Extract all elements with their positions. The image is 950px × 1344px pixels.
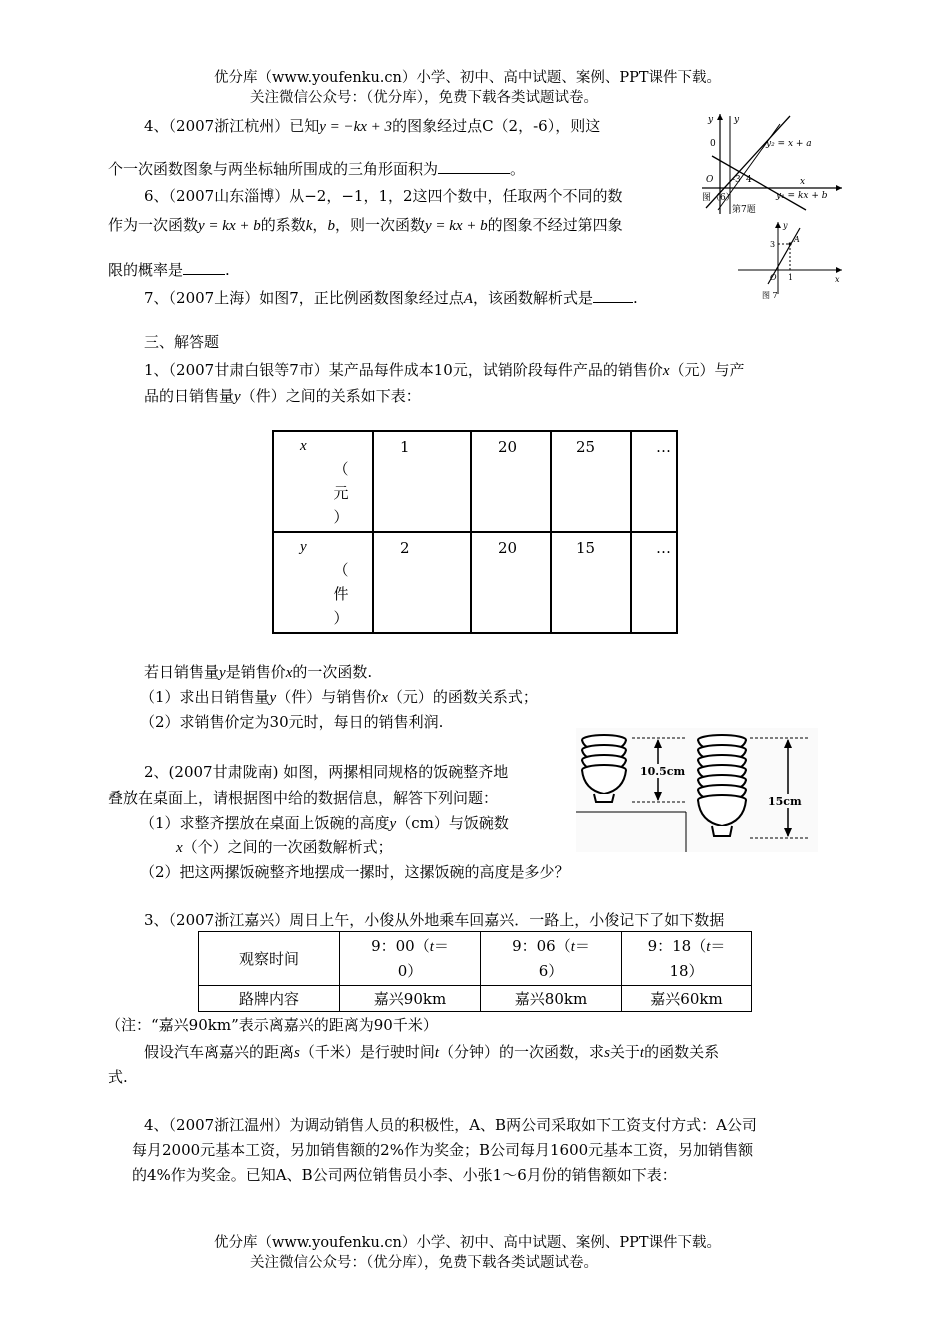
p1-row1-cell: 1: [373, 431, 471, 532]
p1-row2-cell: 2: [373, 532, 471, 633]
p3-time-3-t: t: [706, 939, 711, 955]
p3-note: （注：“嘉兴90km”表示离嘉兴的距离为90千米）: [106, 1016, 438, 1034]
p1-sub2: （2）求销售价定为30元时，每日的销售利润.: [140, 713, 444, 731]
p1-table-row-x: [273, 431, 677, 532]
fig7-caption: 图 7: [762, 291, 778, 300]
p3-q-c: （分钟）的一次函数，求: [439, 1043, 605, 1061]
fig6-x-label: x: [800, 177, 806, 187]
p3-q-t: t: [434, 1045, 440, 1061]
p3-time-1-a: 9：00（: [371, 937, 430, 955]
p1-table-row-y: [273, 532, 677, 633]
bowls-label-10-5: 10.5cm: [640, 765, 686, 778]
fig6-origin: O: [706, 175, 714, 185]
fig7-x-label: x: [835, 275, 840, 284]
q6-text-b: 的系数: [260, 216, 306, 234]
p3-time-3: [622, 932, 752, 986]
p1-row2-unit-open: （: [333, 561, 349, 579]
p2-line2: 叠放在桌面上，请根据图中给的数据信息，解答下列问题：: [108, 789, 499, 807]
q4-answer-blank: [438, 159, 510, 174]
fig6-tick: -3: [732, 175, 741, 185]
p3-line1: 3、（2007浙江嘉兴）周日上午，小俊从外地乘车回嘉兴．一路上，小俊记下了如下数据: [144, 911, 725, 929]
p3-table-row-time: [199, 932, 752, 986]
p1-row1-label: x: [300, 438, 307, 454]
bowls-label-15: 15cm: [768, 795, 802, 808]
q6-line1: 6、（2007山东淄博）从−2，−1，1，2这四个数中，任取两个不同的数: [144, 187, 623, 205]
p1-row2-cell: 20: [471, 532, 551, 633]
p3-sign-2: 嘉兴80km: [481, 986, 622, 1012]
p2-sub1-y: y: [389, 816, 397, 832]
p1-sub1-y: y: [269, 690, 277, 706]
p1-line1-a: 1、（2007甘肃白银等7市）某产品每件成本10元，试销阶段每件产品的销售价: [144, 361, 663, 379]
p1-after: [144, 661, 372, 682]
fig7-origin: O: [770, 273, 777, 282]
p1-row1-unit: 元: [333, 484, 349, 502]
q6-text-a: 作为一次函数: [108, 216, 199, 234]
p2-sub1-line2: [176, 836, 393, 857]
p3-question: [144, 1041, 719, 1062]
q6-b: b: [327, 218, 335, 234]
q7-answer-blank: [593, 288, 633, 303]
p1-after-y: y: [219, 665, 226, 681]
figure-6: [696, 110, 846, 218]
p3-time-1-c: 0）: [397, 962, 423, 980]
p1-line2: [144, 385, 421, 406]
q4-formula: y = −kx + 3: [319, 119, 393, 135]
q6-end: .: [225, 261, 230, 279]
p1-sub1-b: （件）与销售价: [276, 688, 382, 706]
p3-q-a: 假设汽车离嘉兴的距离: [144, 1043, 295, 1061]
fig7-point: A: [794, 235, 800, 244]
p3-q-s: s: [294, 1045, 300, 1061]
p3-table: [198, 931, 752, 1012]
p4-line3: 的4%作为奖金。已知A、B公司两位销售员小李、小张1～6月份的销售额如下表：: [132, 1166, 677, 1184]
p2-sub1: [140, 812, 509, 833]
fig7-y-label: y: [783, 221, 788, 230]
p2-sub1-x: x: [176, 840, 183, 856]
q7-text: 7、（2007上海）如图7，正比例函数图象经过点: [144, 289, 464, 307]
q7-end: .: [632, 289, 638, 307]
p3-time-2-c: 6）: [538, 962, 564, 980]
q4-line2-text: 个一次函数图象与两坐标轴所围成的三角形面积为: [108, 160, 439, 178]
p4-line1: 4、（2007浙江温州）为调动销售人员的积极性，A、B两公司采取如下工资支付方式：A公司: [144, 1116, 757, 1134]
p1-sub1-c: （元）的函数关系式；: [387, 688, 538, 706]
fig6-y-label: y: [708, 115, 714, 125]
p3-sign-3: 嘉兴60km: [622, 986, 752, 1012]
q6-formula1: y = kx + b: [198, 218, 261, 234]
q6-answer-blank: [183, 260, 225, 275]
p1-row1-cell: …: [631, 431, 677, 532]
figure-7: [734, 218, 846, 302]
p1-after-c: 的一次函数.: [292, 663, 373, 681]
footer-line2: 关注微信公众号：（优分库），免费下载各类试题试卷。: [250, 1255, 598, 1271]
q6-line3-text: 限的概率是: [108, 261, 184, 279]
p1-row2-header: [273, 532, 373, 633]
p3-header-sign: 路牌内容: [199, 986, 340, 1012]
bowls-figure: [576, 728, 818, 852]
p3-table-row-sign: [199, 986, 752, 1012]
p1-table: [272, 430, 678, 634]
q4-suffix: 的图象经过点C（2，-6），则这: [392, 117, 601, 135]
fig6-tick2: 4: [746, 175, 752, 185]
fig6-zero: 0: [710, 139, 716, 149]
p1-after-x: x: [285, 665, 293, 681]
p3-time-1-eq: ＝: [433, 937, 449, 955]
p1-line2-y: y: [234, 389, 241, 405]
p1-after-b: 是销售价: [225, 663, 286, 681]
p3-time-2: [481, 932, 622, 986]
q6-comma: ，: [312, 216, 328, 234]
p3-question-line2: 式.: [108, 1068, 128, 1086]
p2-sub1-line2-text: （个）之间的一次函数解析式；: [182, 838, 393, 856]
footer-line1: 优分库（www.youfenku.cn）小学、初中、高中试题、案例、PPT课件下载。: [214, 1235, 722, 1251]
q7-text2: ，该函数解析式是: [472, 289, 593, 307]
fig6-y2-label: y: [734, 115, 740, 125]
fig7-tick-y: 3: [770, 240, 776, 249]
q6-line2: [108, 214, 623, 235]
p3-header-time: 观察时间: [199, 932, 340, 986]
p3-sign-1: 嘉兴90km: [340, 986, 481, 1012]
p1-row2-cell: …: [631, 532, 677, 633]
q7-point: A: [463, 291, 473, 307]
fig6-caption: 图（6）: [702, 193, 735, 203]
p2-sub2: （2）把这两摞饭碗整齐地摆成一摞时，这摞饭碗的高度是多少？: [140, 863, 570, 881]
q6-formula2: y = kx + b: [424, 218, 488, 234]
q6-line3: [108, 259, 230, 280]
p3-q-t2: t: [639, 1045, 645, 1061]
p1-line2-b: （件）之间的关系如下表：: [240, 387, 421, 405]
q7-line: [144, 287, 638, 308]
p1-line1: [144, 359, 745, 380]
p3-time-3-a: 9：18（: [647, 937, 707, 955]
p1-sub1: [140, 686, 538, 707]
p1-after-a: 若日销售量: [144, 663, 220, 681]
p1-row1-unit-open: （: [333, 460, 349, 478]
p1-sub1-a: （1）求出日销售量: [140, 688, 270, 706]
p3-q-b: （千米）是行驶时间: [299, 1043, 435, 1061]
p2-sub1-b: （cm）与饭碗数: [396, 814, 509, 832]
p3-time-3-c: 18）: [669, 962, 704, 980]
q6-text-d: ，则一次函数: [334, 216, 425, 234]
p1-row2-cell: 15: [551, 532, 631, 633]
p1-row2-unit-close: ）: [333, 609, 349, 627]
q6-text-e: 的图象不经过第四象: [487, 216, 623, 234]
p3-q-s2: s: [604, 1045, 610, 1061]
fig6-eq2: y₁ = kx + b: [776, 191, 828, 201]
p3-time-1-t: t: [429, 939, 434, 955]
q4-prefix: 4、（2007浙江杭州）已知: [144, 117, 320, 135]
p4-line2: 每月2000元基本工资，另加销售额的2%作为奖金；B公司每月1600元基本工资，另加销售额: [132, 1141, 754, 1159]
p1-row2-label: y: [300, 539, 307, 555]
p2-sub1-a: （1）求整齐摆放在桌面上饭碗的高度: [140, 814, 390, 832]
p3-time-2-t: t: [570, 939, 575, 955]
p1-row1-header: [273, 431, 373, 532]
header-line2: 关注微信公众号：（优分库），免费下载各类试题试卷。: [250, 90, 598, 106]
p1-row1-cell: 20: [471, 431, 551, 532]
p1-line1-x: x: [662, 363, 670, 379]
p3-q-d: 关于: [609, 1043, 640, 1061]
section-title: 三、解答题: [144, 333, 220, 351]
p3-time-3-eq: ＝: [710, 937, 726, 955]
p1-row1-unit-close: ）: [333, 508, 349, 526]
p3-time-1: [340, 932, 481, 986]
p1-row1-cell: 25: [551, 431, 631, 532]
p3-q-e: 的函数关系: [644, 1043, 720, 1061]
p3-time-2-eq: ＝: [574, 937, 590, 955]
p1-sub1-x: x: [381, 690, 388, 706]
q4-line2: [108, 158, 525, 179]
p1-line1-b: （元）与产: [669, 361, 745, 379]
fig6-eq1: y₂ = x + a: [766, 139, 812, 149]
p3-time-2-a: 9：06（: [512, 937, 571, 955]
q6-k: k: [305, 218, 313, 234]
p1-row2-unit: 件: [333, 585, 349, 603]
fig6-caption2: 第7题: [732, 205, 756, 215]
p2-line1: 2、(2007甘肃陇南) 如图，两摞相同规格的饭碗整齐地: [144, 763, 509, 781]
header-line1: 优分库（www.youfenku.cn）小学、初中、高中试题、案例、PPT课件下载。: [214, 70, 722, 86]
q4-line1: [144, 115, 600, 136]
fig7-tick-x: 1: [788, 273, 794, 282]
q4-end: 。: [510, 160, 526, 178]
p1-line2-a: 品的日销售量: [144, 387, 235, 405]
